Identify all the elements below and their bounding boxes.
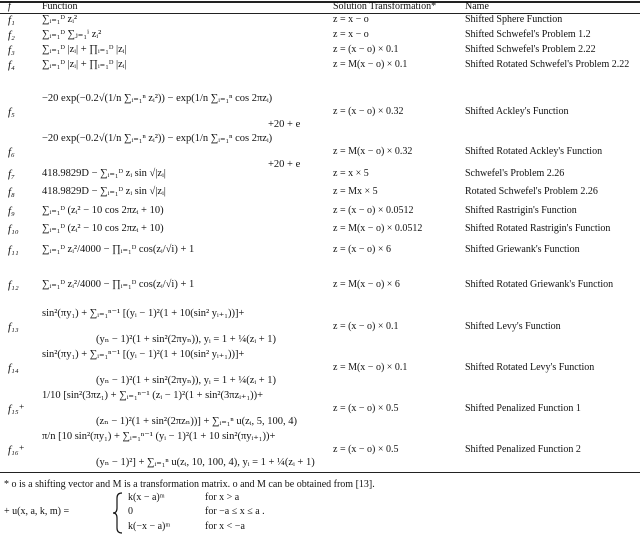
function-formula-line-1: sin²(πy₁) + ∑ᵢ₌₁ⁿ⁻¹ [(yᵢ − 1)²(1 + 10(sin² yᵢ₊₁))]+ [42,308,245,319]
solution-transformation: z = Mx × 5 [333,186,378,197]
function-formula-line-2: (yₙ − 1)²(1 + sin²(2πyₙ)), yᵢ = 1 + ¼(zᵢ + 1) [96,334,276,345]
solution-transformation: z = x − o [333,14,369,25]
case-1-expr: k(x − a)ᵐ [128,492,165,503]
solution-transformation: z = (x − o) × 0.32 [333,106,404,117]
footnote-star: * o is a shifting vector and M is a transformation matrix. o and M can be obtained from [13]. [4,479,375,490]
function-formula-line-2: +20 + e [268,159,301,170]
case-2-expr: 0 [128,506,133,517]
solution-transformation: z = (x − o) × 0.0512 [333,205,414,216]
function-formula-line-2: (yₙ − 1)²(1 + sin²(2πyₙ)), yᵢ = 1 + ¼(zᵢ + 1) [96,375,276,386]
function-label: f₉ [8,205,15,217]
function-label: f₇ [8,168,15,180]
function-name: Shifted Schwefel's Problem 2.22 [465,44,596,55]
function-label: f₁₃ [8,321,19,333]
function-formula: ∑ᵢ₌₁ᴰ zᵢ²/4000 − ∏ᵢ₌₁ᴰ cos(zᵢ/√i) + 1 [42,244,195,255]
solution-transformation: z = (x − o) × 0.1 [333,44,399,55]
solution-transformation: z = (x − o) × 0.1 [333,321,399,332]
function-label: f₁₀ [8,223,19,235]
function-formula-line-1: 1/10 [sin²(3πz₁) + ∑ᵢ₌₁ⁿ⁻¹ (zᵢ − 1)²(1 + sin²(3πzᵢ₊₁))+ [42,390,264,401]
function-name: Shifted Schwefel's Problem 1.2 [465,29,591,40]
solution-transformation: z = M(x − o) × 0.0512 [333,223,423,234]
solution-transformation: z = (x − o) × 0.5 [333,403,399,414]
header-transformation: Solution Transformation* [333,1,437,12]
function-label: f₁₂ [8,279,19,291]
function-name: Shifted Rotated Rastrigin's Function [465,223,611,234]
function-formula-line-1: −20 exp(−0.2√(1/n ∑ᵢ₌₁ⁿ zᵢ²)) − exp(1/n ∑ᵢ₌₁ⁿ cos 2πzᵢ) [42,133,273,144]
function-name: Shifted Rotated Griewank's Function [465,279,614,290]
function-name: Shifted Griewank's Function [465,244,580,255]
solution-transformation: z = M(x − o) × 0.1 [333,59,408,70]
function-formula: ∑ᵢ₌₁ᴰ zᵢ²/4000 − ∏ᵢ₌₁ᴰ cos(zᵢ/√i) + 1 [42,279,195,290]
function-formula-line-2: +20 + e [268,119,301,130]
function-label: f₁₁ [8,244,19,256]
top-rule [0,1,640,3]
function-formula: ∑ᵢ₌₁ᴰ |zᵢ| + ∏ᵢ₌₁ᴰ |zᵢ| [42,44,127,55]
function-name: Rotated Schwefel's Problem 2.26 [465,186,598,197]
function-formula-line-1: π/n [10 sin²(πy₁) + ∑ᵢ₌₁ⁿ⁻¹ (yᵢ − 1)²(1 + 10 sin²(πyᵢ₊₁))+ [42,431,276,442]
function-name: Shifted Rotated Schwefel's Problem 2.22 [465,59,630,70]
header-name: Name [465,1,489,12]
function-formula: ∑ᵢ₌₁ᴰ (zᵢ² − 10 cos 2πzᵢ + 10) [42,205,164,216]
function-name: Shifted Ackley's Function [465,106,569,117]
function-formula-line-1: −20 exp(−0.2√(1/n ∑ᵢ₌₁ⁿ zᵢ²)) − exp(1/n ∑ᵢ₌₁ⁿ cos 2πzᵢ) [42,93,273,104]
case-3-expr: k(−x − a)ᵐ [128,521,171,532]
function-label: f₁ [8,14,15,26]
function-name: Shifted Rastrigin's Function [465,205,577,216]
solution-transformation: z = M(x − o) × 6 [333,279,400,290]
function-name: Shifted Levy's Function [465,321,561,332]
function-name: Schwefel's Problem 2.26 [465,168,565,179]
function-label: f₈ [8,186,15,198]
function-label: f₄ [8,59,15,71]
function-label: f₁₆⁺ [8,444,25,456]
solution-transformation: z = (x − o) × 0.5 [333,444,399,455]
function-formula: ∑ᵢ₌₁ᴰ |zᵢ| + ∏ᵢ₌₁ᴰ |zᵢ| [42,59,127,70]
solution-transformation: z = x − o [333,29,369,40]
function-name: Shifted Penalized Function 2 [465,444,581,455]
function-formula: ∑ᵢ₌₁ᴰ ∑ⱼ₌₁ⁱ zᵢ² [42,29,102,40]
function-formula: 418.9829D − ∑ᵢ₌₁ᴰ zᵢ sin √|zᵢ| [42,168,166,179]
brace-icon [112,492,124,534]
function-formula: 418.9829D − ∑ᵢ₌₁ᴰ zᵢ sin √|zᵢ| [42,186,166,197]
case-3-cond: for x < −a [205,521,245,532]
solution-transformation: z = M(x − o) × 0.1 [333,362,408,373]
solution-transformation: z = x × 5 [333,168,369,179]
function-formula: ∑ᵢ₌₁ᴰ zᵢ² [42,14,78,25]
header-function: Function [42,1,78,12]
solution-transformation: z = M(x − o) × 0.32 [333,146,413,157]
function-label: f₂ [8,29,15,41]
function-name: Shifted Penalized Function 1 [465,403,581,414]
function-label: f₅ [8,106,15,118]
case-1-cond: for x > a [205,492,240,503]
function-name: Shifted Sphere Function [465,14,563,25]
function-formula: ∑ᵢ₌₁ᴰ (zᵢ² − 10 cos 2πzᵢ + 10) [42,223,164,234]
function-formula-line-2: (zₙ − 1)²(1 + sin²(2πzₙ))] + ∑ᵢ₌₁ⁿ u(zᵢ, 5, 100, 4) [96,416,297,427]
function-name: Shifted Rotated Levy's Function [465,362,595,373]
solution-transformation: z = (x − o) × 6 [333,244,392,255]
function-label: f₁₅⁺ [8,403,25,415]
function-label: f₃ [8,44,15,56]
header-f: f [8,1,11,12]
function-label: f₆ [8,146,15,158]
footnote-plus-lhs: + u(x, a, k, m) = [4,506,70,517]
function-formula-line-1: sin²(πy₁) + ∑ᵢ₌₁ⁿ⁻¹ [(yᵢ − 1)²(1 + 10(sin² yᵢ₊₁))]+ [42,349,245,360]
function-label: f₁₄ [8,362,19,374]
function-name: Shifted Rotated Ackley's Function [465,146,603,157]
bottom-rule [0,472,640,473]
function-formula-line-2: (yₙ − 1)²] + ∑ᵢ₌₁ⁿ u(zᵢ, 10, 100, 4), yᵢ = 1 + ¼(zᵢ + 1) [96,457,315,468]
case-2-cond: for −a ≤ x ≤ a . [205,506,265,517]
